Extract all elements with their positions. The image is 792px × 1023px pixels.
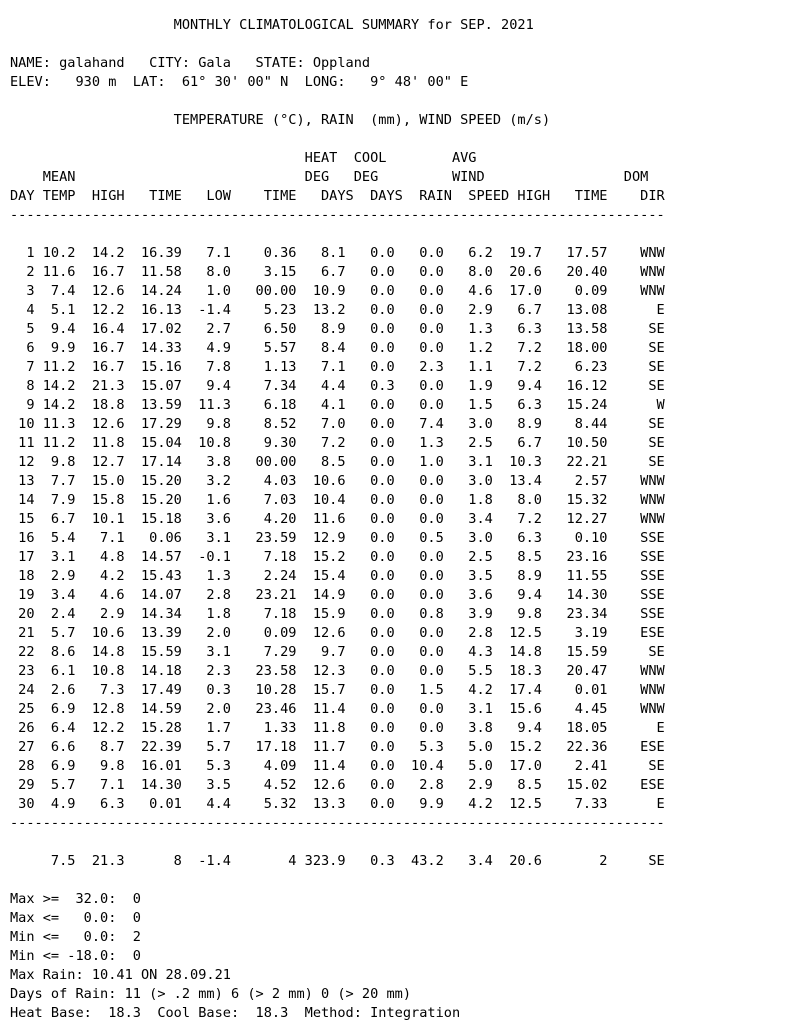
table-row: 24 2.6 7.3 17.49 0.3 10.28 15.7 0.0 1.5 4.2 17.4 0.01 WNW bbox=[10, 682, 665, 698]
table-row: 10 11.3 12.6 17.29 9.8 8.52 7.0 0.0 7.4 3.0 8.9 8.44 SE bbox=[10, 416, 665, 432]
table-row: 1 10.2 14.2 16.39 7.1 0.36 8.1 0.0 0.0 6.2 19.7 17.57 WNW bbox=[10, 245, 665, 261]
summary-line: Min <= 0.0: 2 bbox=[10, 929, 141, 945]
blank-line bbox=[10, 871, 665, 890]
summary-line: Max Rain: 10.41 ON 28.09.21 bbox=[10, 967, 231, 983]
table-row: 23 6.1 10.8 14.18 2.3 23.58 12.3 0.0 0.0 5.5 18.3 20.47 WNW bbox=[10, 663, 665, 679]
table-row: 4 5.1 12.2 16.13 -1.4 5.23 13.2 0.0 0.0 2.9 6.7 13.08 E bbox=[10, 302, 665, 318]
table-row: 8 14.2 21.3 15.07 9.4 7.34 4.4 0.3 0.0 1.9 9.4 16.12 SE bbox=[10, 378, 665, 394]
table-row: 25 6.9 12.8 14.59 2.0 23.46 11.4 0.0 0.0 3.1 15.6 4.45 WNW bbox=[10, 701, 665, 717]
blank-line bbox=[10, 833, 665, 852]
table-row: 21 5.7 10.6 13.39 2.0 0.09 12.6 0.0 0.0 2.8 12.5 3.19 ESE bbox=[10, 625, 665, 641]
summary-line: Min <= -18.0: 0 bbox=[10, 948, 141, 964]
table-row: 3 7.4 12.6 14.24 1.0 00.00 10.9 0.0 0.0 4.6 17.0 0.09 WNW bbox=[10, 283, 665, 299]
station-name-line: NAME: galahand CITY: Gala STATE: Oppland bbox=[10, 55, 371, 71]
table-row: 30 4.9 6.3 0.01 4.4 5.32 13.3 0.0 9.9 4.2 12.5 7.33 E bbox=[10, 796, 665, 812]
table-row: 5 9.4 16.4 17.02 2.7 6.50 8.9 0.0 0.0 1.3 6.3 13.58 SE bbox=[10, 321, 665, 337]
summary-line: Max <= 0.0: 0 bbox=[10, 910, 141, 926]
table-row: 7 11.2 16.7 15.16 7.8 1.13 7.1 0.0 2.3 1.1 7.2 6.23 SE bbox=[10, 359, 665, 375]
table-row: 9 14.2 18.8 13.59 11.3 6.18 4.1 0.0 0.0 1.5 6.3 15.24 W bbox=[10, 397, 665, 413]
table-row: 2 11.6 16.7 11.58 8.0 3.15 6.7 0.0 0.0 8.0 20.6 20.40 WNW bbox=[10, 264, 665, 280]
table-row: 20 2.4 2.9 14.34 1.8 7.18 15.9 0.0 0.8 3.9 9.8 23.34 SSE bbox=[10, 606, 665, 622]
totals-row: 7.5 21.3 8 -1.4 4 323.9 0.3 43.2 3.4 20.6 2 SE bbox=[10, 853, 665, 869]
table-row: 11 11.2 11.8 15.04 10.8 9.30 7.2 0.0 1.3 2.5 6.7 10.50 SE bbox=[10, 435, 665, 451]
climate-summary-report bbox=[10, 16, 665, 1023]
table-row: 29 5.7 7.1 14.30 3.5 4.52 12.6 0.0 2.8 2.9 8.5 15.02 ESE bbox=[10, 777, 665, 793]
table-row: 14 7.9 15.8 15.20 1.6 7.03 10.4 0.0 0.0 1.8 8.0 15.32 WNW bbox=[10, 492, 665, 508]
table-row: 18 2.9 4.2 15.43 1.3 2.24 15.4 0.0 0.0 3.5 8.9 11.55 SSE bbox=[10, 568, 665, 584]
divider-line: -------------------------------------------------------------------------------- bbox=[10, 207, 665, 223]
summary-line: Heat Base: 18.3 Cool Base: 18.3 Method: Integration bbox=[10, 1005, 461, 1021]
table-row: 22 8.6 14.8 15.59 3.1 7.29 9.7 0.0 0.0 4.3 14.8 15.59 SE bbox=[10, 644, 665, 660]
column-header-line: DAY TEMP HIGH TIME LOW TIME DAYS DAYS RAIN SPEED HIGH TIME DIR bbox=[10, 188, 665, 204]
units-line: TEMPERATURE (°C), RAIN (mm), WIND SPEED (m/s) bbox=[10, 112, 551, 128]
table-row: 28 6.9 9.8 16.01 5.3 4.09 11.4 0.0 10.4 5.0 17.0 2.41 SE bbox=[10, 758, 665, 774]
table-row: 6 9.9 16.7 14.33 4.9 5.57 8.4 0.0 0.0 1.2 7.2 18.00 SE bbox=[10, 340, 665, 356]
divider-line: -------------------------------------------------------------------------------- bbox=[10, 815, 665, 831]
column-header-line: HEAT COOL AVG bbox=[10, 150, 477, 166]
blank-line bbox=[10, 130, 665, 149]
blank-line bbox=[10, 92, 665, 111]
summary-line: Max >= 32.0: 0 bbox=[10, 891, 141, 907]
table-row: 19 3.4 4.6 14.07 2.8 23.21 14.9 0.0 0.0 3.6 9.4 14.30 SSE bbox=[10, 587, 665, 603]
table-row: 17 3.1 4.8 14.57 -0.1 7.18 15.2 0.0 0.0 2.5 8.5 23.16 SSE bbox=[10, 549, 665, 565]
blank-line bbox=[10, 225, 665, 244]
table-row: 16 5.4 7.1 0.06 3.1 23.59 12.9 0.0 0.5 3.0 6.3 0.10 SSE bbox=[10, 530, 665, 546]
table-row: 15 6.7 10.1 15.18 3.6 4.20 11.6 0.0 0.0 3.4 7.2 12.27 WNW bbox=[10, 511, 665, 527]
blank-line bbox=[10, 35, 665, 54]
table-row: 12 9.8 12.7 17.14 3.8 00.00 8.5 0.0 1.0 3.1 10.3 22.21 SE bbox=[10, 454, 665, 470]
table-row: 27 6.6 8.7 22.39 5.7 17.18 11.7 0.0 5.3 5.0 15.2 22.36 ESE bbox=[10, 739, 665, 755]
column-header-line: MEAN DEG DEG WIND DOM bbox=[10, 169, 649, 185]
table-row: 26 6.4 12.2 15.28 1.7 1.33 11.8 0.0 0.0 3.8 9.4 18.05 E bbox=[10, 720, 665, 736]
summary-line: Days of Rain: 11 (> .2 mm) 6 (> 2 mm) 0 (> 20 mm) bbox=[10, 986, 412, 1002]
report-title: MONTHLY CLIMATOLOGICAL SUMMARY for SEP. 2021 bbox=[10, 17, 534, 33]
station-location-line: ELEV: 930 m LAT: 61° 30' 00" N LONG: 9° 48' 00" E bbox=[10, 74, 469, 90]
table-row: 13 7.7 15.0 15.20 3.2 4.03 10.6 0.0 0.0 3.0 13.4 2.57 WNW bbox=[10, 473, 665, 489]
